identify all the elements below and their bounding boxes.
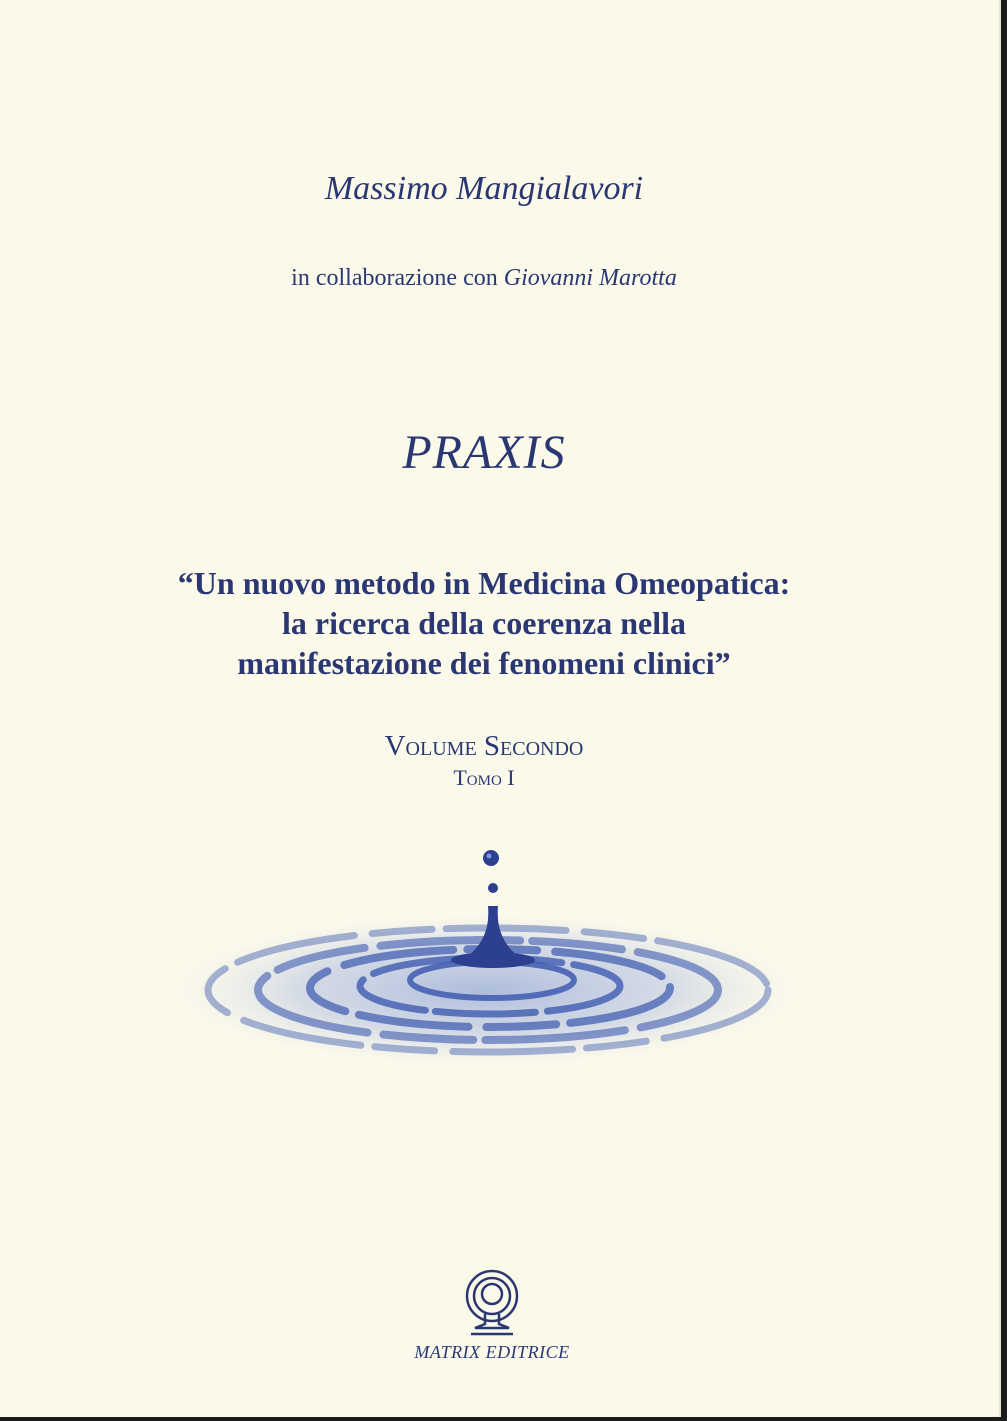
book-subtitle xyxy=(0,563,968,683)
collaboration-prefix: in collaborazione con xyxy=(291,265,498,291)
collaborator-name: Giovanni Marotta xyxy=(503,265,677,291)
subtitle-line: “Un nuovo metodo in Medicina Omeopatica: xyxy=(177,565,791,601)
book-title: PRAXIS xyxy=(402,426,566,479)
subtitle-line: manifestazione dei fenomeni clinici” xyxy=(237,645,731,681)
collaboration-line xyxy=(0,265,968,292)
publisher-name: MATRIX EDITRICE xyxy=(414,1342,570,1362)
subtitle-line: la ricerca della coerenza nella xyxy=(281,605,686,641)
volume-label: Volume Secondo xyxy=(384,730,584,762)
water-drop-ripple-icon xyxy=(160,840,800,1090)
matrix-editrice-logo-icon xyxy=(461,1268,523,1340)
author-name: Massimo Mangialavori xyxy=(324,170,644,207)
tomo-label: Tomo I xyxy=(453,765,515,790)
